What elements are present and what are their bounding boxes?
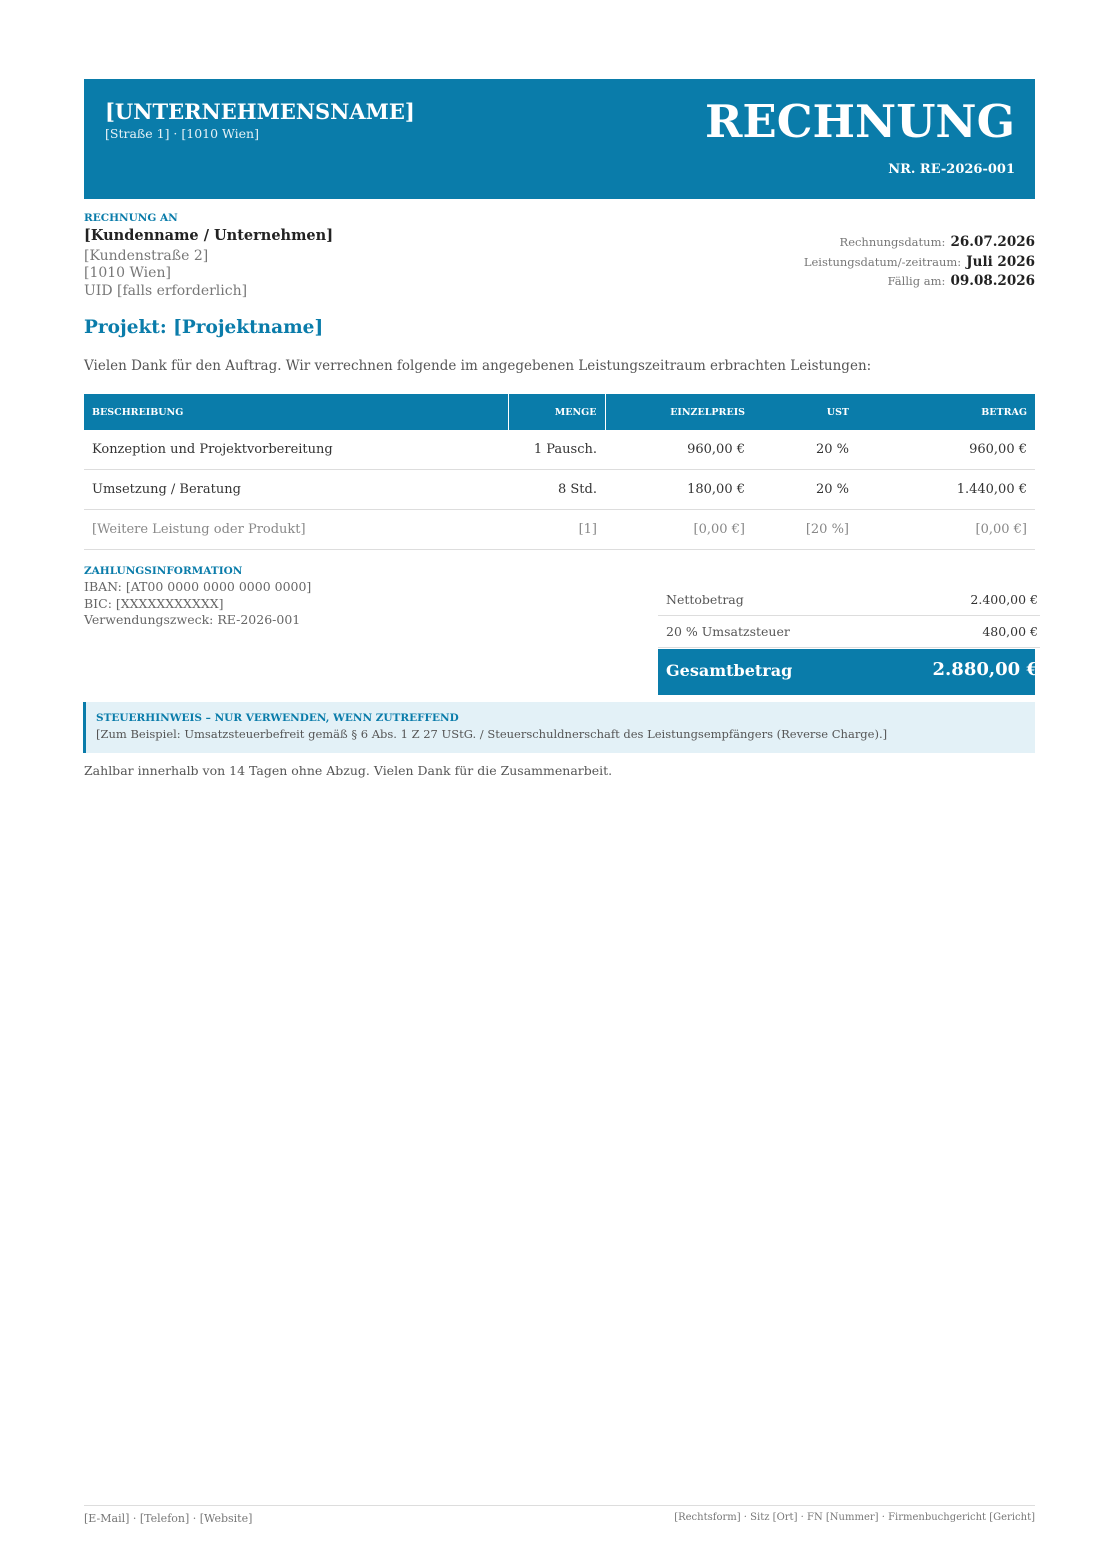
due-date-label: Fällig am: (887, 274, 946, 288)
recipient-street: [Kundenstraße 2] (84, 248, 209, 264)
cell-quantity: [1] (508, 510, 605, 550)
project-title: Projekt: [Projektname] (84, 317, 324, 338)
company-name: [UNTERNEHMENSNAME] (105, 99, 415, 124)
recipient-city: [1010 Wien] (84, 265, 171, 281)
col-header-quantity: MENGE (508, 394, 605, 430)
cell-vat: 20 % (753, 470, 857, 510)
footer-legal: [Rechtsform] · Sitz [Ort] · FN [Nummer] · Firmenbuchgericht [Gericht] (674, 1512, 1035, 1523)
cell-vat: [20 %] (753, 510, 857, 550)
cell-description: Konzeption und Projektvorbereitung (84, 430, 508, 470)
line-items-table (84, 394, 1035, 550)
table-row (84, 430, 1035, 470)
table-header-row (84, 394, 1035, 430)
recipient-label: RECHNUNG AN (84, 212, 178, 224)
vat-total-row (658, 616, 1040, 648)
vat-total-value: 480,00 € (982, 624, 1038, 639)
due-date-value: 09.08.2026 (950, 273, 1035, 289)
invoice-date-value: 26.07.2026 (950, 234, 1035, 250)
cell-amount: 960,00 € (857, 430, 1035, 470)
payment-reference: Verwendungszweck: RE-2026-001 (84, 612, 301, 627)
invoice-number: NR. RE-2026-001 (888, 162, 1015, 177)
tax-note-box (83, 702, 1035, 753)
cell-amount: [0,00 €] (857, 510, 1035, 550)
net-total-label: Nettobetrag (666, 592, 744, 607)
net-total-row (658, 584, 1040, 616)
grand-total-label: Gesamtbetrag (666, 661, 793, 680)
col-header-unit-price: EINZELPREIS (605, 394, 753, 430)
recipient-uid: UID [falls erforderlich] (84, 283, 248, 299)
totals-block (658, 584, 1040, 695)
invoice-date-row (840, 231, 1035, 250)
document-title: RECHNUNG (705, 95, 1015, 148)
payment-bic: BIC: [XXXXXXXXXXX] (84, 596, 224, 611)
cell-unit-price: [0,00 €] (605, 510, 753, 550)
recipient-name: [Kundenname / Unternehmen] (84, 227, 334, 244)
tax-note-text: [Zum Beispiel: Umsatzsteuerbefreit gemäß § 6 Abs. 1 Z 27 UStG. / Steuerschuldnerschaft des Leistungsempfängers (Reverse Charge).] (96, 727, 888, 741)
service-date-label: Leistungsdatum/-zeitraum: (803, 255, 962, 269)
company-address: [Straße 1] · [1010 Wien] (105, 126, 259, 141)
footer-divider (84, 1505, 1035, 1506)
cell-vat: 20 % (753, 430, 857, 470)
cell-unit-price: 960,00 € (605, 430, 753, 470)
tax-note-title: STEUERHINWEIS – NUR VERWENDEN, WENN ZUTREFFEND (96, 712, 459, 724)
service-date-row (804, 251, 1035, 270)
cell-quantity: 1 Pausch. (508, 430, 605, 470)
invoice-header (84, 79, 1035, 199)
due-date-row (888, 270, 1035, 289)
grand-total-value: 2.880,00 € (932, 659, 1039, 680)
col-header-vat: UST (753, 394, 857, 430)
cell-quantity: 8 Std. (508, 470, 605, 510)
invoice-date-label: Rechnungsdatum: (839, 235, 946, 249)
cell-description: [Weitere Leistung oder Produkt] (84, 510, 508, 550)
col-header-description: BESCHREIBUNG (84, 394, 508, 430)
table-row (84, 510, 1035, 550)
cell-unit-price: 180,00 € (605, 470, 753, 510)
payment-iban: IBAN: [AT00 0000 0000 0000 0000] (84, 579, 312, 594)
table-row (84, 470, 1035, 510)
vat-total-label: 20 % Umsatzsteuer (666, 624, 790, 639)
closing-text: Zahlbar innerhalb von 14 Tagen ohne Abzug. Vielen Dank für die Zusammenarbeit. (84, 763, 613, 778)
net-total-value: 2.400,00 € (970, 592, 1038, 607)
col-header-amount: BETRAG (857, 394, 1035, 430)
cell-description: Umsetzung / Beratung (84, 470, 508, 510)
grand-total-row (658, 649, 1039, 695)
service-date-value: Juli 2026 (966, 254, 1035, 270)
cell-amount: 1.440,00 € (857, 470, 1035, 510)
footer-contact: [E-Mail] · [Telefon] · [Website] (84, 1512, 253, 1525)
payment-info-label: ZAHLUNGSINFORMATION (84, 565, 243, 577)
intro-text: Vielen Dank für den Auftrag. Wir verrechnen folgende im angegebenen Leistungszeitraum erbrachten Leistungen: (84, 358, 872, 374)
